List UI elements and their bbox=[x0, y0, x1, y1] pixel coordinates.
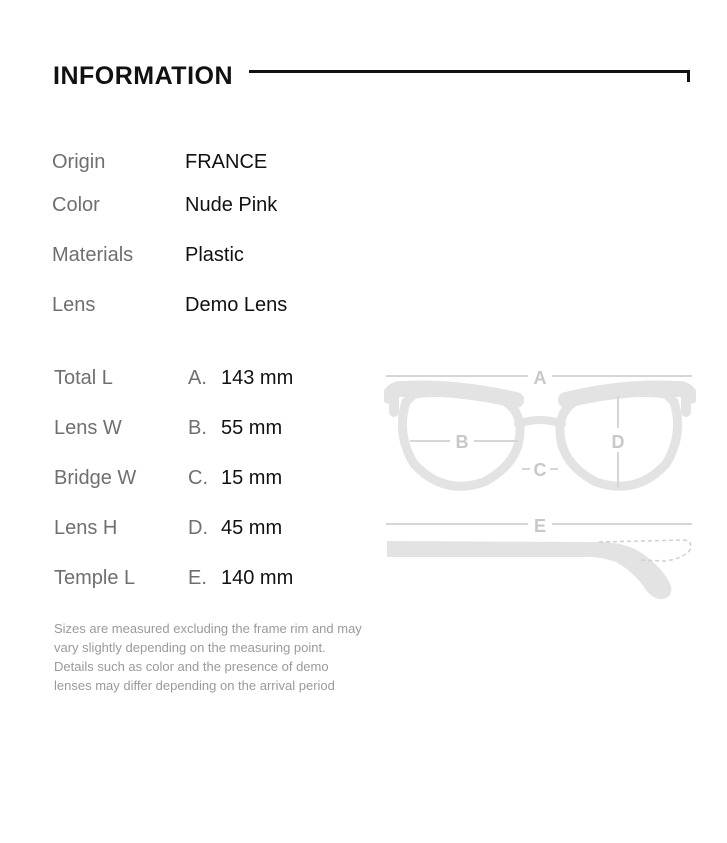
info-value-color: Nude Pink bbox=[185, 194, 278, 216]
marker-b bbox=[410, 432, 518, 452]
marker-c-label: C bbox=[533, 460, 547, 480]
size-letter-d: D. bbox=[188, 517, 208, 539]
size-letter-e: E. bbox=[188, 567, 207, 589]
info-label-materials: Materials bbox=[52, 244, 134, 266]
size-label-lens-height: Lens H bbox=[54, 517, 118, 539]
info-label-color: Color bbox=[52, 194, 100, 216]
disclaimer-line: lenses may differ depending on the arrival period bbox=[54, 678, 335, 693]
disclaimer-line: Details such as color and the presence of demo bbox=[54, 659, 329, 674]
size-letter-b: B. bbox=[188, 417, 207, 439]
info-label-origin: Origin bbox=[52, 151, 106, 173]
disclaimer-line: vary slightly depending on the measuring point. bbox=[54, 640, 326, 655]
info-value-materials: Plastic bbox=[185, 244, 244, 266]
marker-c bbox=[522, 460, 558, 480]
glasses-measurement-diagram bbox=[384, 364, 696, 604]
size-letter-c: C. bbox=[188, 467, 208, 489]
header-divider bbox=[249, 70, 689, 73]
size-label-total-length: Total L bbox=[54, 367, 113, 389]
size-value-temple-length: 140 mm bbox=[221, 567, 294, 589]
info-value-lens: Demo Lens bbox=[185, 294, 288, 316]
disclaimer-line: Sizes are measured excluding the frame rim and may bbox=[54, 621, 362, 636]
size-value-lens-height: 45 mm bbox=[221, 517, 283, 539]
temple-arm-icon bbox=[387, 540, 691, 599]
marker-d bbox=[612, 396, 625, 488]
size-label-bridge-width: Bridge W bbox=[54, 467, 137, 489]
size-disclaimer bbox=[54, 619, 384, 695]
marker-d-label: D bbox=[611, 432, 625, 452]
marker-e-label: E bbox=[533, 516, 547, 536]
size-value-bridge-width: 15 mm bbox=[221, 467, 283, 489]
size-letter-a: A. bbox=[188, 367, 207, 389]
size-value-total-length: 143 mm bbox=[221, 367, 294, 389]
size-label-lens-width: Lens W bbox=[54, 417, 122, 439]
marker-b-label: B bbox=[455, 432, 469, 452]
marker-e bbox=[386, 516, 692, 536]
header-divider-end bbox=[687, 70, 690, 82]
size-label-temple-length: Temple L bbox=[54, 567, 136, 589]
page-title: INFORMATION bbox=[53, 62, 234, 90]
size-value-lens-width: 55 mm bbox=[221, 417, 283, 439]
marker-a-label: A bbox=[533, 368, 547, 388]
info-value-origin: FRANCE bbox=[185, 151, 268, 173]
info-label-lens: Lens bbox=[52, 294, 96, 316]
